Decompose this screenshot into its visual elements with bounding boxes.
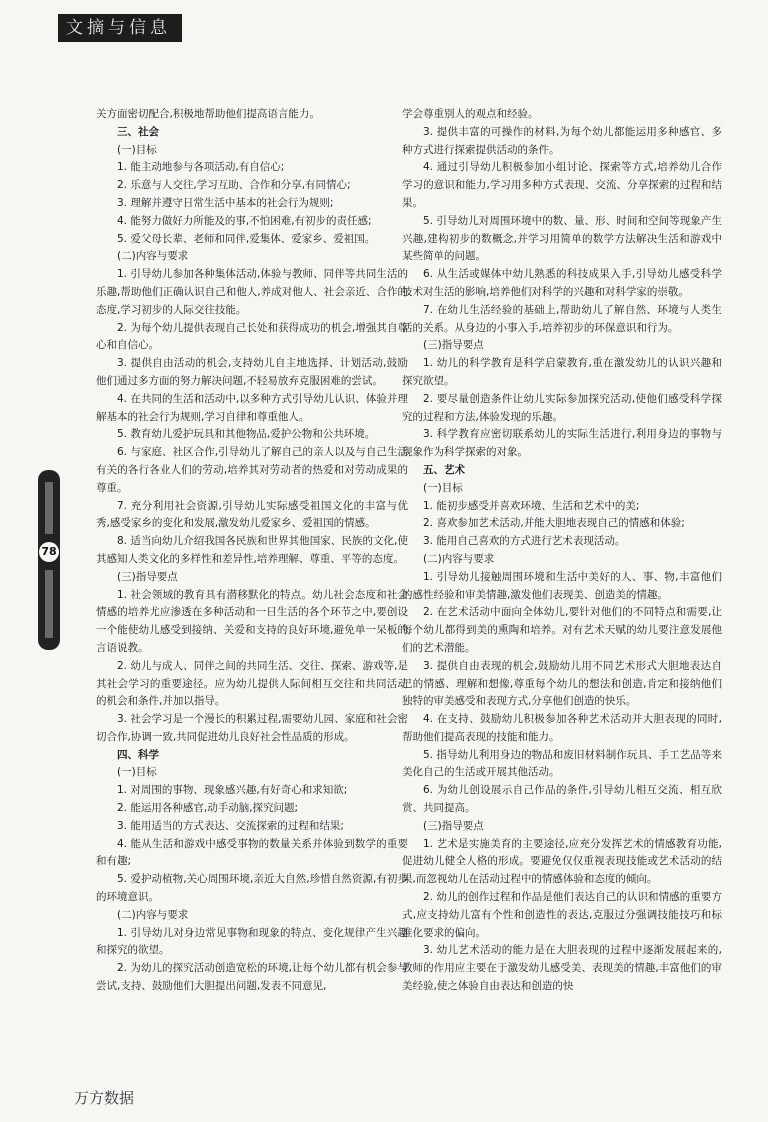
paragraph: 4. 通过引导幼儿积极参加小组讨论、探索等方式,培养幼儿合作学习的意识和能力,学习用多种方式表现、交流、分享探索的过程和结果。 bbox=[402, 161, 722, 209]
paragraph: 1. 引导幼儿接触周围环境和生活中美好的人、事、物,丰富他们的感性经验和审美情趣,激发他们表现美、创造美的情趣。 bbox=[402, 570, 722, 601]
subsection-heading: (二)内容与要求 bbox=[117, 250, 189, 263]
paragraph: 2. 能运用各种感官,动手动脑,探究问题; bbox=[117, 802, 299, 815]
paragraph: 2. 幼儿与成人、同伴之间的共同生活、交往、探索、游戏等,是其社会学习的重要途径。应为幼儿提供人际间相互交往和共同活动的机会和条件,并加以指导。 bbox=[96, 659, 408, 708]
left-text-column bbox=[96, 106, 408, 996]
paragraph: 5. 教育幼儿爱护玩具和其他物品,爱护公物和公共环境。 bbox=[117, 428, 376, 441]
side-page-tab bbox=[38, 470, 60, 650]
subsection-heading: (二)内容与要求 bbox=[117, 908, 189, 921]
paragraph: 2. 乐意与人交往,学习互助、合作和分享,有同情心; bbox=[117, 179, 351, 192]
paragraph: 3. 提供丰富的可操作的材料,为每个幼儿都能运用多种感官、多种方式进行探索提供活动的条件。 bbox=[402, 125, 722, 156]
journal-section-badge: 文摘与信息 bbox=[58, 14, 182, 42]
paragraph: 7. 在幼儿生活经验的基础上,帮助幼儿了解自然、环境与人类生活的关系。从身边的小事入手,培养初步的环保意识和行为。 bbox=[402, 303, 722, 334]
paragraph: 7. 充分利用社会资源,引导幼儿实际感受祖国文化的丰富与优秀,感受家乡的变化和发展,激发幼儿爱家乡、爱祖国的情感。 bbox=[96, 499, 408, 530]
paragraph: 8. 适当向幼儿介绍我国各民族和世界其他国家、民族的文化,使其感知人类文化的多样性和差异性,培养理解、尊重、平等的态度。 bbox=[96, 535, 408, 565]
paragraph: 4. 在支持、鼓励幼儿积极参加各种艺术活动并大胆表现的同时,帮助他们提高表现的技能和能力。 bbox=[402, 713, 722, 743]
page-number: 78 bbox=[39, 542, 59, 562]
paragraph: 3. 能用适当的方式表达、交流探索的过程和结果; bbox=[117, 819, 344, 832]
paragraph-continued: 关方面密切配合,积极地帮助他们提高语言能力。 bbox=[96, 108, 320, 120]
paragraph: 1. 引导幼儿对身边常见事物和现象的特点、变化规律产生兴趣和探究的欲望。 bbox=[96, 926, 408, 957]
paragraph: 3. 提供自由活动的机会,支持幼儿自主地选择、计划活动,鼓励他们通过多方面的努力解决问题,不轻易放弃克服困难的尝试。 bbox=[96, 357, 408, 387]
paragraph: 3. 社会学习是一个漫长的积累过程,需要幼儿园、家庭和社会密切合作,协调一致,共同促进幼儿良好社会性品质的形成。 bbox=[96, 713, 408, 743]
subsection-heading: (二)内容与要求 bbox=[423, 552, 495, 565]
paragraph: 1. 引导幼儿参加各种集体活动,体验与教师、同伴等共同生活的乐趣,帮助他们正确认识自己和他人,养成对他人、社会亲近、合作的态度,学习初步的人际交往技能。 bbox=[96, 268, 408, 316]
subsection-heading: (一)目标 bbox=[117, 766, 157, 779]
paragraph: 5. 爱父母长辈、老师和同伴,爱集体、爱家乡、爱祖国。 bbox=[117, 232, 376, 245]
paragraph: 3. 幼儿艺术活动的能力是在大胆表现的过程中逐渐发展起来的,教师的作用应主要在于激发幼儿感受美、表现美的情趣,丰富他们的审美经验,使之体验自由表达和创造的快 bbox=[402, 944, 722, 993]
paragraph: 1. 幼儿的科学教育是科学启蒙教育,重在激发幼儿的认识兴趣和探究欲望。 bbox=[402, 357, 722, 387]
paragraph: 4. 能努力做好力所能及的事,不怕困难,有初步的责任感; bbox=[117, 214, 372, 227]
paragraph: 4. 能从生活和游戏中感受事物的数量关系并体验到数学的重要和有趣; bbox=[96, 837, 408, 868]
paragraph: 1. 对周围的事物、现象感兴趣,有好奇心和求知欲; bbox=[117, 784, 348, 797]
paragraph: 2. 要尽量创造条件让幼儿实际参加探究活动,使他们感受科学探究的过程和方法,体验发现的乐趣。 bbox=[402, 392, 722, 423]
wanfang-data-logo: 万方数据 bbox=[74, 1089, 135, 1107]
paragraph: 1. 社会领域的教育具有潜移默化的特点。幼儿社会态度和社会情感的培养尤应渗透在多种活动和一日生活的各个环节之中,要创设一个能使幼儿感受到接纳、关爱和支持的良好环境,避免单一呆板的言语说教。 bbox=[96, 588, 408, 654]
paragraph: 6. 从生活或媒体中幼儿熟悉的科技成果入手,引导幼儿感受科学技术对生活的影响,培养他们对科学的兴趣和对科学家的崇敬。 bbox=[402, 268, 722, 298]
paragraph: 5. 引导幼儿对周围环境中的数、量、形、时间和空间等现象产生兴趣,建构初步的数概念,并学习用简单的数学方法解决生活和游戏中某些简单的问题。 bbox=[402, 214, 722, 263]
section-heading: 三、社会 bbox=[117, 125, 159, 138]
subsection-heading: (三)指导要点 bbox=[117, 570, 178, 583]
subsection-heading: (三)指导要点 bbox=[423, 819, 484, 832]
section-heading: 五、艺术 bbox=[423, 463, 465, 476]
side-tab-decoration bbox=[45, 482, 53, 534]
subsection-heading: (一)目标 bbox=[117, 143, 157, 156]
right-text-column bbox=[402, 106, 722, 996]
paragraph: 3. 能用自己喜欢的方式进行艺术表现活动。 bbox=[423, 535, 626, 548]
section-heading: 四、科学 bbox=[117, 748, 159, 761]
paragraph: 5. 指导幼儿利用身边的物品和废旧材料制作玩具、手工艺品等来美化自己的生活或开展其他活动。 bbox=[402, 748, 722, 779]
paragraph: 6. 为幼儿创设展示自己作品的条件,引导幼儿相互交流、相互欣赏、共同提高。 bbox=[402, 784, 722, 815]
paragraph: 5. 爱护动植物,关心周围环境,亲近大自然,珍惜自然资源,有初步的环境意识。 bbox=[96, 873, 408, 904]
paragraph: 2. 为每个幼儿提供表现自己长处和获得成功的机会,增强其自尊心和自信心。 bbox=[96, 321, 408, 352]
paragraph: 2. 幼儿的创作过程和作品是他们表达自己的认识和情感的重要方式,应支持幼儿富有个性和创造性的表达,克服过分强调技能技巧和标准化要求的偏向。 bbox=[402, 891, 722, 939]
paragraph: 2. 在艺术活动中面向全体幼儿,要针对他们的不同特点和需要,让每个幼儿都得到美的熏陶和培养。对有艺术天赋的幼儿要注意发展他们的艺术潜能。 bbox=[402, 606, 722, 654]
paragraph: 6. 与家庭、社区合作,引导幼儿了解自己的亲人以及与自己生活有关的各行各业人们的劳动,培养其对劳动者的热爱和对劳动成果的尊重。 bbox=[96, 446, 408, 494]
paragraph: 2. 为幼儿的探究活动创造宽松的环境,让每个幼儿都有机会参与尝试,支持、鼓励他们大胆提出问题,发表不同意见, bbox=[96, 962, 408, 993]
paragraph: 3. 科学教育应密切联系幼儿的实际生活进行,利用身边的事物与现象作为科学探索的对象。 bbox=[402, 428, 722, 459]
subsection-heading: (一)目标 bbox=[423, 481, 463, 494]
subsection-heading: (三)指导要点 bbox=[423, 339, 484, 352]
paragraph: 4. 在共同的生活和活动中,以多种方式引导幼儿认识、体验并理解基本的社会行为规则,学习自律和尊重他人。 bbox=[96, 392, 408, 423]
paragraph: 1. 能主动地参与各项活动,有自信心; bbox=[117, 161, 285, 174]
paragraph-continued: 学会尊重别人的观点和经验。 bbox=[402, 108, 539, 120]
paragraph: 3. 提供自由表现的机会,鼓励幼儿用不同艺术形式大胆地表达自己的情感、理解和想像,尊重每个幼儿的想法和创造,肯定和接纳他们独特的审美感受和表现方式,分享他们创造的快乐。 bbox=[402, 659, 722, 708]
paragraph: 1. 能初步感受并喜欢环境、生活和艺术中的美; bbox=[423, 499, 640, 512]
paragraph: 1. 艺术是实施美育的主要途径,应充分发挥艺术的情感教育功能,促进幼儿健全人格的形成。要避免仅仅重视表现技能或艺术活动的结果,而忽视幼儿在活动过程中的情感体验和态度的倾向。 bbox=[402, 837, 722, 886]
paragraph: 3. 理解并遵守日常生活中基本的社会行为规则; bbox=[117, 196, 334, 209]
paragraph: 2. 喜欢参加艺术活动,并能大胆地表现自己的情感和体验; bbox=[423, 517, 685, 530]
side-tab-decoration bbox=[45, 570, 53, 638]
